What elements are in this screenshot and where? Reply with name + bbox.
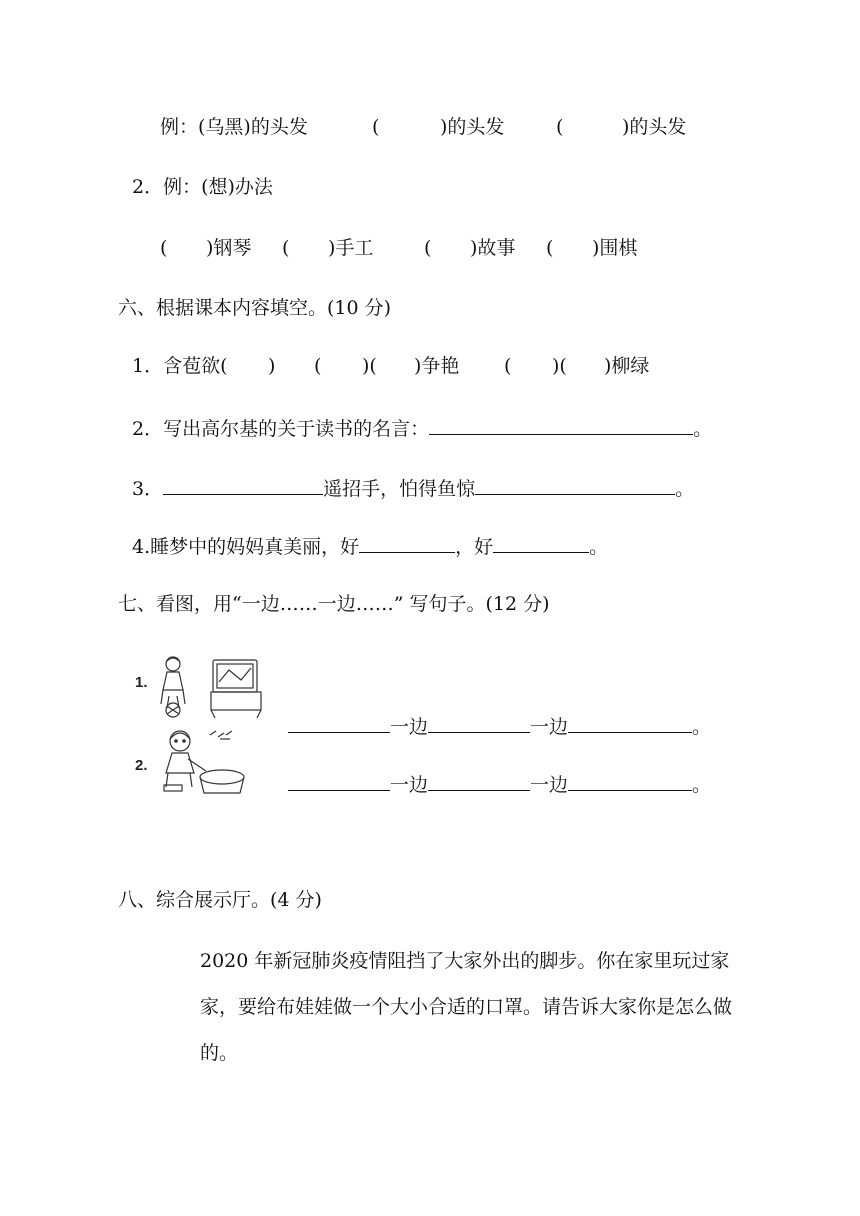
s6-q3-end: 。	[675, 478, 695, 500]
s6-q4	[132, 534, 608, 559]
s6-q1-c: (	[314, 355, 322, 377]
q2-item-handcraft: )手工	[328, 237, 374, 259]
s6-q4-end: 。	[589, 536, 609, 558]
s6-q1-h: )柳绿	[604, 355, 650, 377]
example-blank-1-open: (	[372, 116, 380, 138]
s6-q1-e: )争艳	[414, 355, 460, 377]
s7-line2-word-2: 一边	[530, 774, 569, 796]
s6-q3-start: 3．	[132, 478, 164, 500]
q2-paren-open-1: (	[160, 237, 168, 259]
example-blank-1-close: )的头发	[440, 116, 505, 138]
s6-q4-mid: ，好	[455, 536, 494, 558]
s7-line2-blank-1[interactable]	[288, 772, 390, 791]
section6-heading: 六、根据课本内容填空。(10 分)	[118, 297, 392, 319]
s6-q2-text: 2．写出高尔基的关于读书的名言：	[132, 418, 430, 440]
s6-q2-blank[interactable]	[429, 416, 693, 435]
s7-line1-blank-2[interactable]	[428, 714, 530, 733]
s7-line2-blank-2[interactable]	[428, 772, 530, 791]
s7-line1-blank-3[interactable]	[568, 714, 692, 733]
s7-line1-word-2: 一边	[530, 716, 569, 738]
s6-q4-blank-2[interactable]	[493, 534, 589, 553]
s6-q3	[132, 476, 694, 501]
s6-q4-blank-1[interactable]	[359, 534, 455, 553]
q2-item-story: )故事	[470, 237, 516, 259]
s6-q3-blank-2[interactable]	[475, 476, 675, 495]
girl-knitting-tv-illustration	[155, 652, 267, 720]
s7-line1-word-1: 一边	[390, 716, 429, 738]
example-text: 例：(乌黑)的头发	[160, 116, 308, 138]
s6-q3-blank-1[interactable]	[163, 476, 323, 495]
s6-q1-g: )(	[552, 355, 567, 377]
s6-q1-f: (	[504, 355, 512, 377]
s6-q2	[132, 416, 712, 441]
pic2-number: 2.	[135, 757, 148, 774]
section8-paragraph	[160, 938, 750, 1076]
q2-label: 2．例：(想)办法	[132, 176, 273, 198]
q2-paren-open-2: (	[282, 237, 290, 259]
example-blank-2-close: )的头发	[622, 116, 687, 138]
q2-item-piano: )钢琴	[206, 237, 252, 259]
q2-paren-open-4: (	[546, 237, 554, 259]
s6-q3-mid: 遥招手，怕得鱼惊	[323, 478, 476, 500]
s7-line1-end: 。	[692, 716, 712, 738]
s7-line2-end: 。	[692, 774, 712, 796]
section8-heading: 八、综合展示厅。(4 分)	[118, 889, 322, 911]
s6-q2-end: 。	[693, 418, 713, 440]
section8-paragraph-text: 2020 年新冠肺炎疫情阻挡了大家外出的脚步。你在家里玩过家家，要给布娃娃做一个大小合适的口罩。请告诉大家你是怎么做的。	[200, 950, 733, 1064]
s6-q4-start: 4.睡梦中的妈妈真美丽，好	[132, 536, 360, 558]
s6-q1-b: )	[268, 355, 276, 377]
s7-line1-blank-1[interactable]	[288, 714, 390, 733]
sentence-line-2	[288, 772, 711, 797]
q2-paren-open-3: (	[424, 237, 432, 259]
s7-line2-word-1: 一边	[390, 774, 429, 796]
pic1-number: 1.	[135, 674, 148, 691]
s6-q1-d: )(	[362, 355, 377, 377]
q2-item-go: )围棋	[592, 237, 638, 259]
sentence-line-1	[288, 714, 711, 739]
example-blank-2-open: (	[556, 116, 564, 138]
s6-q1-a: 1．含苞欲(	[132, 355, 228, 377]
example-row	[160, 115, 308, 139]
s7-line2-blank-3[interactable]	[568, 772, 692, 791]
section7-heading: 七、看图，用“一边……一边……” 写句子。(12 分)	[118, 593, 550, 615]
girl-washing-illustration	[160, 727, 250, 799]
